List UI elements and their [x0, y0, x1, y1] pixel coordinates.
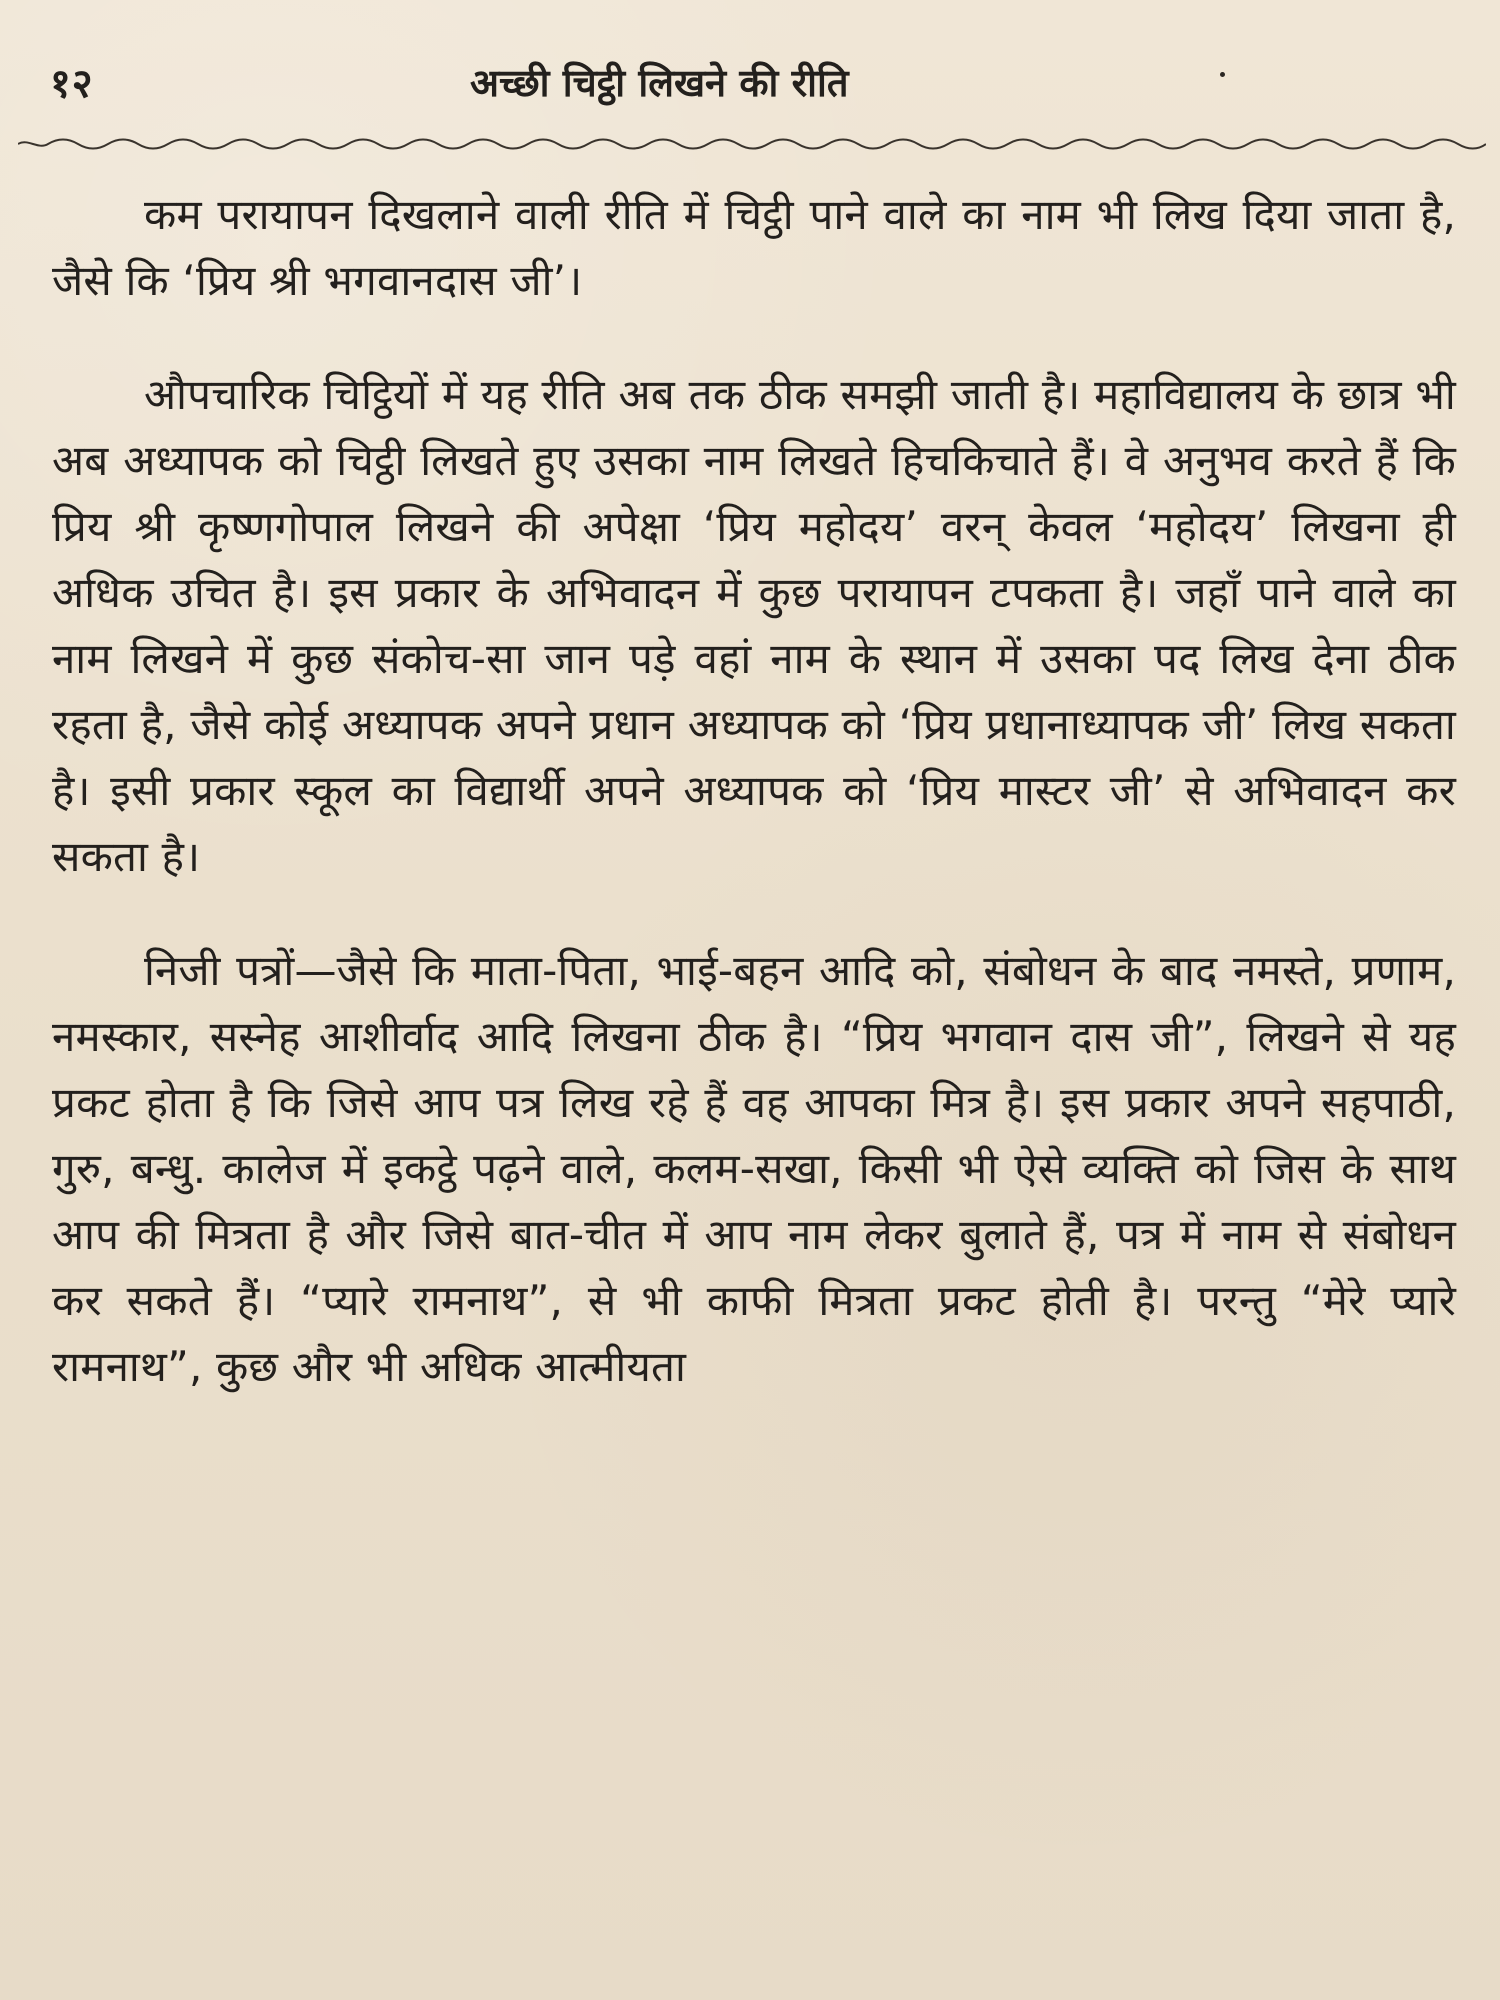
body-text [52, 182, 1456, 1400]
paragraph-3: निजी पत्रों—जैसे कि माता-पिता, भाई-बहन आदि को, संबोधन के बाद नमस्ते, प्रणाम, नमस्कार, सस्नेह आशीर्वाद आदि लिखना ठीक है। “प्रिय भगवान दास जी”, लिखने से यह प्रकट होता है कि जिसे आप पत्र लिख रहे हैं वह आपका मित्र है। इस प्रकार अपने सहपाठी, गुरु, बन्धु. कालेज में इकट्ठे पढ़ने वाले, कलम-सखा, किसी भी ऐसे व्यक्ति को जिस के साथ आप की मित्रता है और जिसे बात-चीत में आप नाम लेकर बुलाते हैं, पत्र में नाम से संबोधन कर सकते हैं। “प्यारे रामनाथ”, से भी काफी मित्रता प्रकट होती है। परन्तु “मेरे प्यारे रामनाथ”, कुछ और भी अधिक आत्मीयता [52, 946, 1456, 1391]
paragraph-1: कम परायापन दिखलाने वाली रीति में चिट्ठी पाने वाले का नाम भी लिख दिया जाता है, जैसे कि ‘प्रिय श्री भगवानदास जी’। [52, 190, 1457, 305]
page-header [0, 0, 1500, 150]
running-title: अच्छी चिट्ठी लिखने की रीति [470, 61, 849, 105]
paragraph-2: औपचारिक चिट्ठियों में यह रीति अब तक ठीक समझी जाती है। महाविद्यालय के छात्र भी अब अध्यापक को चिट्ठी लिखते हुए उसका नाम लिखते हिचकिचाते हैं। वे अनुभव करते हैं कि प्रिय श्री कृष्णगोपाल लिखने की अपेक्षा ‘प्रिय महोदय’ वरन् केवल ‘महोदय’ लिखना ही अधिक उचित है। इस प्रकार के अभिवादन में कुछ परायापन टपकता है। जहाँ पाने वाले का नाम लिखने में कुछ संकोच-सा जान पड़े वहां नाम के स्थान में उसका पद लिख देना ठीक रहता है, जैसे कोई अध्यापक अपने प्रधान अध्यापक को ‘प्रिय प्रधानाध्यापक जी’ लिख सकता है। इसी प्रकार स्कूल का विद्यार्थी अपने अध्यापक को ‘प्रिय मास्टर जी’ से अभिवादन कर सकता है। [52, 370, 1456, 881]
header-dot [1220, 72, 1225, 77]
page-number: १२ [50, 61, 94, 107]
header-divider [18, 135, 1486, 153]
